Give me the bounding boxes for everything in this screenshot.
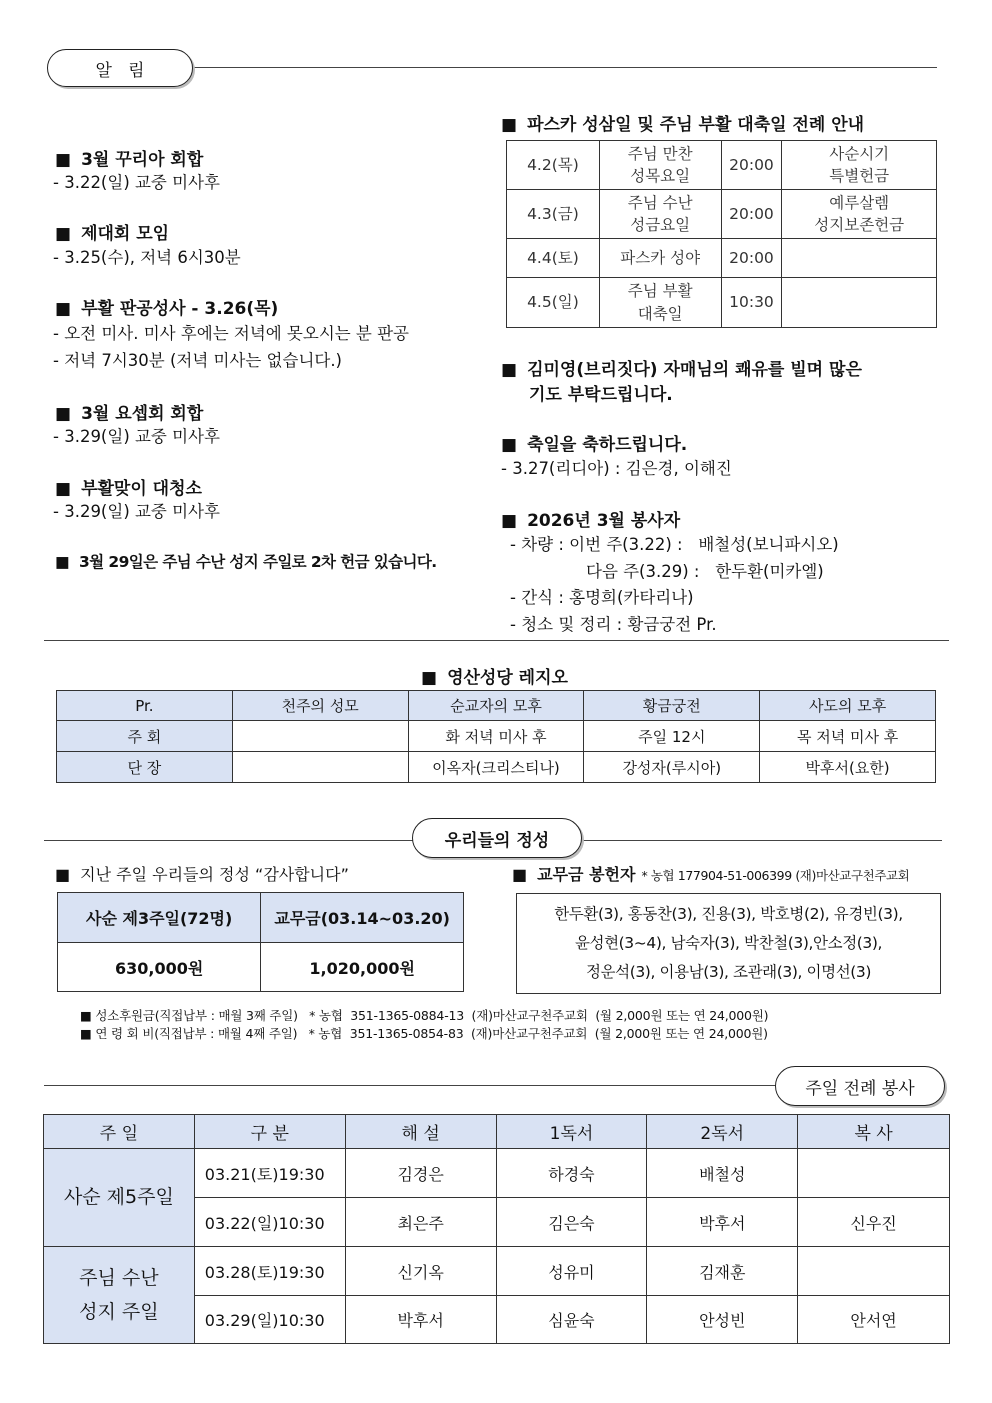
feast-title: ■ 축일을 축하드립니다.: [501, 435, 688, 455]
servers-divider: [44, 1085, 777, 1086]
volunteer-line: - 청소 및 정리 : 황금궁전 Pr.: [510, 615, 717, 634]
easter-time: 20:00: [721, 190, 782, 239]
servers-reader1: 하경숙: [496, 1149, 647, 1198]
section-divider: [44, 640, 949, 641]
legio-cell: 이옥자(크리스티나): [408, 752, 584, 783]
servers-banner: 주일 전례 봉사: [775, 1066, 945, 1106]
legio-cell: [232, 721, 408, 752]
servers-header: 구 분: [194, 1115, 345, 1149]
easter-collection: [782, 278, 937, 328]
offering-note: ■ 연 령 회 비(직접납부 : 매월 4째 주일) * 농협 351-1365-0854-83 (재)마산교구천주교회 (월 2,000원 또는 연 24,000원): [80, 1026, 768, 1041]
legio-table: [56, 690, 936, 783]
offering-note: ■ 성소후원금(직접납부 : 매월 3째 주일) * 농협 351-1365-0884-13 (재)마산교구천주교회 (월 2,000원 또는 연 24,000원): [80, 1008, 769, 1023]
notice-title: ■ 3월 요셉회 회합: [55, 404, 204, 424]
header-divider: [193, 67, 937, 68]
notice-line: - 3.29(일) 교중 미사후: [53, 427, 220, 446]
offering-header: 사순 제3주일(72명): [58, 893, 261, 943]
prayer-request-cont: 기도 부탁드립니다.: [529, 385, 673, 405]
servers-commentator: 김경은: [345, 1149, 496, 1198]
easter-service: 주님 수난 성금요일: [599, 190, 721, 239]
servers-commentator: 신기옥: [345, 1247, 496, 1296]
notice-line: - 3.25(수), 저녁 6시30분: [53, 248, 241, 267]
servers-altar: [798, 1149, 950, 1198]
servers-altar: [798, 1247, 950, 1296]
volunteer-line: - 간식 : 홍명희(카타리나): [510, 588, 694, 607]
servers-reader1: 성유미: [496, 1247, 647, 1296]
easter-service: 주님 부활 대축일: [599, 278, 721, 328]
servers-date: 03.29(일)10:30: [194, 1296, 345, 1344]
easter-table: [506, 140, 937, 328]
donors-box: [516, 893, 941, 994]
legio-cell: 화 저녁 미사 후: [408, 721, 584, 752]
offering-table: [57, 892, 464, 992]
legio-cell: [232, 752, 408, 783]
easter-collection: 예루살렘 성지보존헌금: [782, 190, 937, 239]
easter-date: 4.5(일): [507, 278, 600, 328]
legio-header: Pr.: [57, 691, 233, 721]
servers-reader1: 김은숙: [496, 1198, 647, 1247]
notice-title: ■ 부활맞이 대청소: [55, 479, 202, 499]
feast-line: - 3.27(리디아) : 김은경, 이해진: [501, 459, 732, 478]
offering-value: 630,000원: [58, 943, 261, 992]
servers-reader2: 안성빈: [647, 1296, 798, 1344]
servers-date: 03.28(토)19:30: [194, 1247, 345, 1296]
legio-header: 황금궁전: [584, 691, 760, 721]
header-title: 알 림: [95, 60, 145, 81]
notice-title: ■ 3월 꾸리아 회합: [55, 150, 204, 170]
legio-row-label: 주 회: [57, 721, 233, 752]
servers-header: 복 사: [798, 1115, 950, 1149]
easter-time: 20:00: [721, 141, 782, 190]
legio-cell: 강성자(루시아): [584, 752, 760, 783]
easter-collection: [782, 239, 937, 278]
easter-date: 4.4(토): [507, 239, 600, 278]
donors-title: ■ 교무금 봉헌자 * 농협 177904-51-006399 (재)마산교구천주교회: [512, 865, 910, 884]
easter-date: 4.2(목): [507, 141, 600, 190]
servers-header: 해 설: [345, 1115, 496, 1149]
servers-reader2: 김재훈: [647, 1247, 798, 1296]
legio-header: 천주의 성모: [232, 691, 408, 721]
servers-commentator: 최은주: [345, 1198, 496, 1247]
servers-commentator: 박후서: [345, 1296, 496, 1344]
donors-line: 윤성현(3~4), 남숙자(3), 박찬철(3),안소정(3),: [574, 934, 883, 952]
legio-header: 사도의 모후: [760, 691, 936, 721]
servers-header: 2독서: [647, 1115, 798, 1149]
easter-time: 20:00: [721, 239, 782, 278]
servers-header: 주 일: [44, 1115, 195, 1149]
volunteer-line: - 차량 : 이번 주(3.22) : 배철성(보니파시오): [510, 535, 839, 554]
legio-title: ■ 영산성당 레지오: [421, 668, 568, 688]
easter-date: 4.3(금): [507, 190, 600, 239]
legio-cell: 목 저녁 미사 후: [760, 721, 936, 752]
easter-service: 주님 만찬 성목요일: [599, 141, 721, 190]
easter-collection: 사순시기 특별헌금: [782, 141, 937, 190]
notice-title: ■ 부활 판공성사 - 3.26(목): [55, 299, 279, 319]
header-banner: [47, 49, 193, 87]
servers-table: [43, 1114, 950, 1344]
donors-line: 정운석(3), 이용남(3), 조관래(3), 이명선(3): [585, 963, 872, 981]
servers-header: 1독서: [496, 1115, 647, 1149]
legio-cell: 박후서(요한): [760, 752, 936, 783]
volunteers-title: ■ 2026년 3월 봉사자: [501, 511, 681, 531]
notice-title: ■ 제대회 모임: [55, 224, 170, 244]
donors-line: 한두환(3), 홍동찬(3), 진용(3), 박호병(2), 유경빈(3),: [554, 905, 903, 923]
offering-value: 1,020,000원: [261, 943, 464, 992]
legio-cell: 주일 12시: [584, 721, 760, 752]
servers-date: 03.22(일)10:30: [194, 1198, 345, 1247]
legio-row-label: 단 장: [57, 752, 233, 783]
servers-sunday: 주님 수난 성지 주일: [44, 1247, 195, 1344]
volunteer-line: 다음 주(3.29) : 한두환(미카엘): [586, 562, 824, 581]
notice-line: - 3.29(일) 교중 미사후: [53, 502, 220, 521]
easter-time: 10:30: [721, 278, 782, 328]
easter-title: ■ 파스카 성삼일 및 주님 부활 대축일 전례 안내: [501, 115, 865, 135]
servers-reader2: 박후서: [647, 1198, 798, 1247]
offering-header: 교무금(03.14~03.20): [261, 893, 464, 943]
servers-reader2: 배철성: [647, 1149, 798, 1198]
servers-sunday: 사순 제5주일: [44, 1149, 195, 1247]
servers-date: 03.21(토)19:30: [194, 1149, 345, 1198]
legio-header: 순교자의 모후: [408, 691, 584, 721]
prayer-request: ■ 김미영(브리짓다) 자매님의 쾌유를 빌며 많은: [501, 360, 862, 380]
notice-line: - 저녁 7시30분 (저녁 미사는 없습니다.): [53, 351, 342, 370]
easter-service: 파스카 성야: [599, 239, 721, 278]
offering-banner: 우리들의 정성: [412, 818, 582, 858]
offering-left-title: ■ 지난 주일 우리들의 정성 “감사합니다”: [55, 865, 349, 884]
servers-altar: 안서연: [798, 1296, 950, 1344]
servers-reader1: 심윤숙: [496, 1296, 647, 1344]
notice-line: - 3.22(일) 교중 미사후: [53, 173, 220, 192]
servers-altar: 신우진: [798, 1198, 950, 1247]
notice-line: - 오전 미사. 미사 후에는 저녁에 못오시는 분 판공: [53, 324, 409, 343]
notice-title: ■ 3월 29일은 주님 수난 성지 주일로 2차 헌금 있습니다.: [55, 553, 437, 571]
